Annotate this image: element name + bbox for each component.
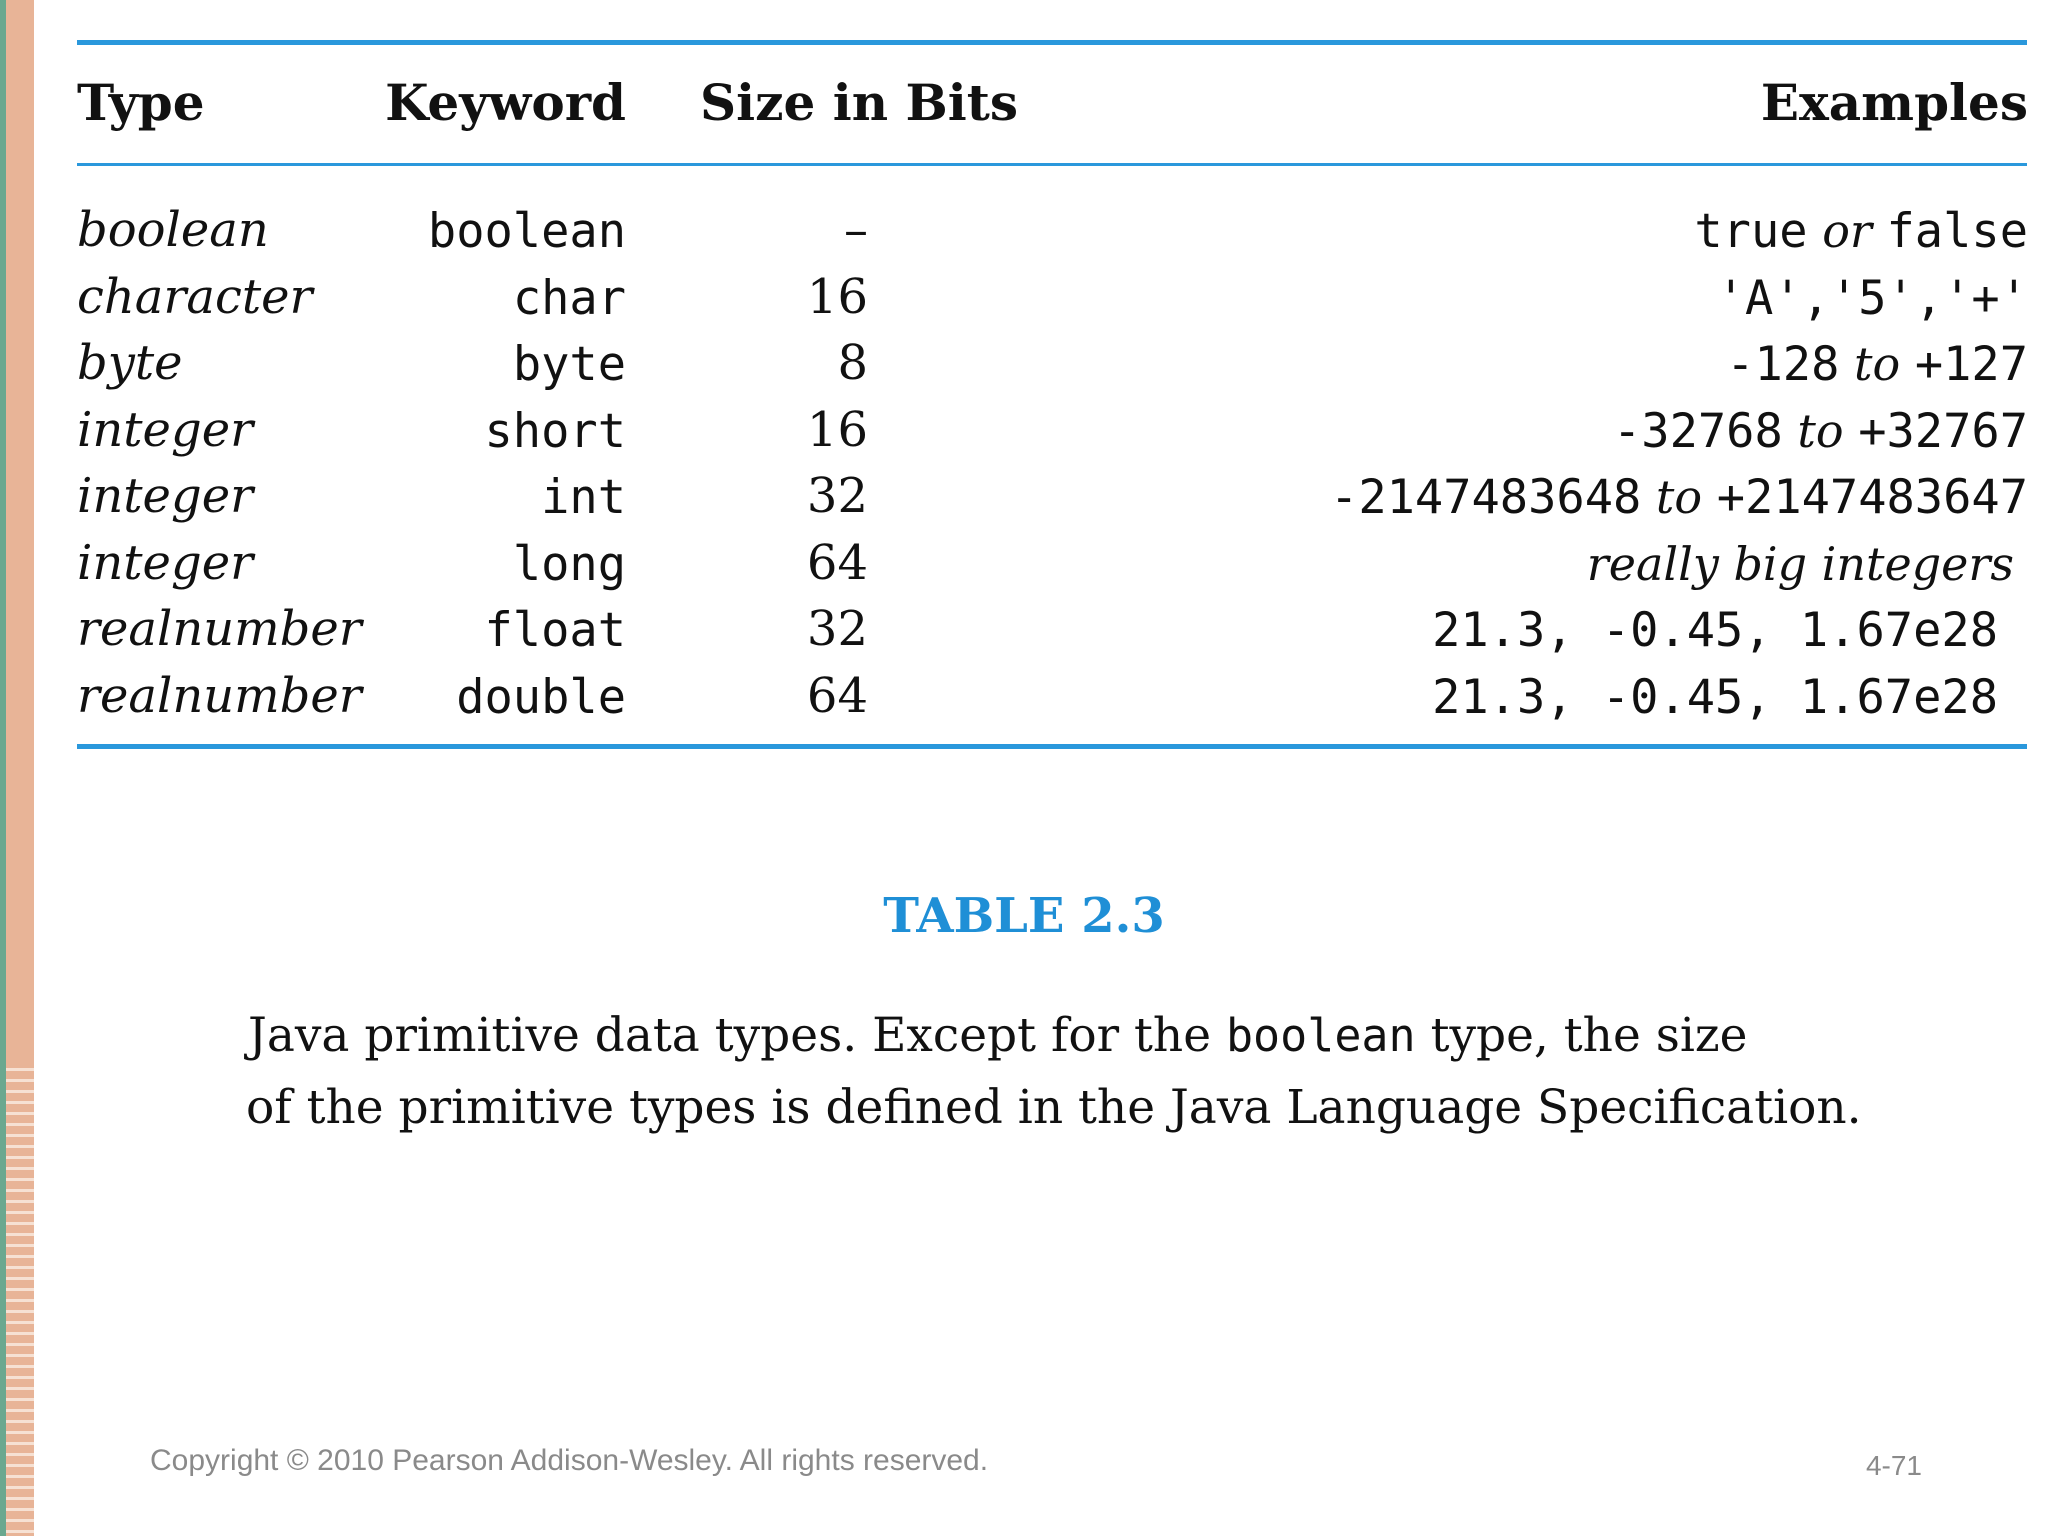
cell-type: boolean xyxy=(77,202,269,258)
cell-keyword: long xyxy=(512,537,626,592)
cell-example-part: 'A','5','+' xyxy=(1716,271,2028,326)
cell-example-part: -128 xyxy=(1726,337,1840,392)
cell-example-part: to xyxy=(1641,470,1717,524)
cell-example xyxy=(1726,337,2028,392)
cell-size: 16 xyxy=(806,402,868,458)
cell-size: 16 xyxy=(806,269,868,325)
cell-keyword: double xyxy=(456,670,626,725)
cell-example-part: +32767 xyxy=(1858,404,2028,459)
header-examples: Examples xyxy=(1760,73,2028,132)
table-header-rule xyxy=(77,163,2027,166)
cell-example-part: really big integers xyxy=(1586,537,2014,591)
cell-example-part: false xyxy=(1886,204,2028,259)
caption-line-2: of the primitive types is defined in the Java Language Specification. xyxy=(246,1080,1862,1135)
cell-type: realnumber xyxy=(77,668,362,724)
cell-type: integer xyxy=(77,402,254,458)
cell-example xyxy=(1716,271,2028,326)
caption-line-1-before: Java primitive data types. Except for the xyxy=(248,1008,1226,1063)
caption-text xyxy=(248,1000,1948,1144)
caption-title: TABLE 2.3 xyxy=(883,888,1165,944)
cell-example-part: -32768 xyxy=(1613,404,1783,459)
cell-size: 32 xyxy=(806,601,868,657)
cell-keyword: short xyxy=(484,404,626,459)
left-striped-pattern xyxy=(6,1060,34,1536)
cell-size: 64 xyxy=(806,668,868,724)
cell-example-part: to xyxy=(1782,404,1859,458)
cell-example-part: 21.3, -0.45, 1.67e28 xyxy=(1432,670,1998,725)
cell-example xyxy=(1613,404,2028,459)
caption-line-1 xyxy=(248,1000,1948,1072)
cell-example-part: to xyxy=(1839,337,1915,391)
cell-type: byte xyxy=(77,335,183,391)
slide-number: 4-71 xyxy=(1865,1450,1922,1481)
cell-example xyxy=(1694,204,2028,259)
table-bottom-rule xyxy=(77,744,2027,749)
cell-type: character xyxy=(77,269,313,325)
header-keyword: Keyword xyxy=(385,73,626,132)
cell-keyword: byte xyxy=(512,337,626,392)
cell-keyword: float xyxy=(484,603,626,658)
cell-example-part: or xyxy=(1807,204,1887,258)
cell-keyword: boolean xyxy=(427,204,626,259)
cell-type: integer xyxy=(77,468,254,524)
left-decorative-bar xyxy=(0,0,34,1536)
cell-example-part: +127 xyxy=(1914,337,2028,392)
cell-type: realnumber xyxy=(77,601,362,657)
cell-example xyxy=(1432,603,1998,658)
caption-boolean-keyword: boolean xyxy=(1225,1009,1416,1062)
cell-type: integer xyxy=(77,535,254,591)
cell-example xyxy=(1330,470,2028,525)
cell-size: – xyxy=(844,202,868,258)
table-top-rule xyxy=(77,40,2027,45)
cell-example-part: 21.3, -0.45, 1.67e28 xyxy=(1432,603,1998,658)
cell-keyword: char xyxy=(512,271,626,326)
cell-keyword: int xyxy=(541,470,626,525)
cell-example xyxy=(1586,537,2014,591)
caption-line-1-after: type, the size xyxy=(1415,1008,1748,1063)
cell-size: 8 xyxy=(837,335,868,391)
header-size: Size in Bits xyxy=(700,73,1018,132)
copyright-notice: Copyright © 2010 Pearson Addison-Wesley. All rights reserved. xyxy=(150,1444,989,1477)
header-type: Type xyxy=(77,73,205,132)
cell-example-part: +2147483647 xyxy=(1716,470,2028,525)
cell-example xyxy=(1432,670,1998,725)
cell-size: 32 xyxy=(806,468,868,524)
cell-size: 64 xyxy=(806,535,868,591)
cell-example-part: -2147483648 xyxy=(1330,470,1642,525)
cell-example-part: true xyxy=(1694,204,1808,259)
